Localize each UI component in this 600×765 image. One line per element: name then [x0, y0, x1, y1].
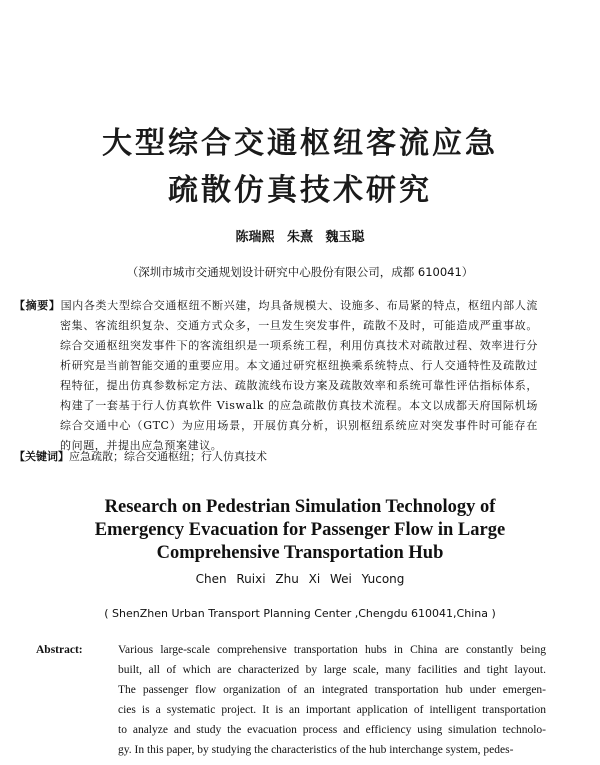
english-abstract: [36, 640, 546, 760]
english-title-line-3: Comprehensive Transportation Hub: [156, 543, 444, 563]
english-affiliation: ( ShenZhen Urban Transport Planning Center ,Chengdu 610041,China ): [104, 607, 496, 620]
english-abstract-line: built, all of which are characterized by large scale, many facilities and tight layout.: [118, 664, 546, 676]
english-title-line-2: Emergency Evacuation for Passenger Flow in Large: [94, 520, 506, 540]
english-abstract-line: cies is a systematic project. It is an important application of intelligent transportation: [118, 704, 546, 716]
chinese-abstract-label: 【摘要】: [14, 299, 61, 312]
chinese-abstract-text: 国内各类大型综合交通枢纽不断兴建，均具备规模大、设施多、布局紧的特点，枢纽内部人流密集、客流组织复杂、交通方式众多，一旦发生突发事件，疏散不及时，可能造成严重事故。综合交通枢纽突发事件下的客流组织是一项系统工程，利用仿真技术对疏散过程、效率进行分析研究是当前智能交通的重要应用。本文通过研究枢纽换乘系统特点、行人交通特性及疏散过程特征，提出仿真参数标定方法、疏散流线布设方案及疏散效率和系统可靠性评估指标体系，构建了一套基于行人仿真软件 Viswalk 的应急疏散仿真技术流程。本文以成都天府国际机场综合交通中心（GTC）为应用场景，开展仿真分析，识别枢纽系统应对突发事件时可能存在的问题，并提出应急预案建议。: [60, 299, 538, 452]
chinese-title-line-2: 疏散仿真技术研究: [168, 173, 432, 208]
english-authors: Chen Ruixi Zhu Xi Wei Yucong: [195, 572, 405, 586]
chinese-authors: 陈瑞熙 朱熹 魏玉聪: [235, 230, 365, 245]
english-abstract-line: The passenger flow organization of an integrated transportation hub under emergen-: [118, 684, 546, 696]
chinese-keywords: [14, 448, 554, 464]
english-abstract-line: to analyze and study the evacuation process and efficiency using simulation technolo-: [118, 724, 546, 736]
chinese-affiliation: （深圳市城市交通规划设计研究中心股份有限公司，成都 610041）: [126, 265, 474, 279]
chinese-keywords-label: 【关键词】: [14, 450, 69, 463]
chinese-abstract: [14, 296, 538, 456]
english-abstract-line: gy. In this paper, by studying the characteristics of the hub interchange system, pedes-: [118, 744, 514, 756]
english-title-line-1: Research on Pedestrian Simulation Technology of: [104, 497, 496, 517]
english-abstract-line: Various large-scale comprehensive transportation hubs in China are constantly being: [118, 644, 546, 656]
chinese-title-line-1: 大型综合交通枢纽客流应急: [102, 126, 498, 161]
chinese-keywords-text: 应急疏散；综合交通枢纽；行人仿真技术: [69, 450, 267, 463]
english-abstract-label: Abstract:: [36, 644, 83, 656]
